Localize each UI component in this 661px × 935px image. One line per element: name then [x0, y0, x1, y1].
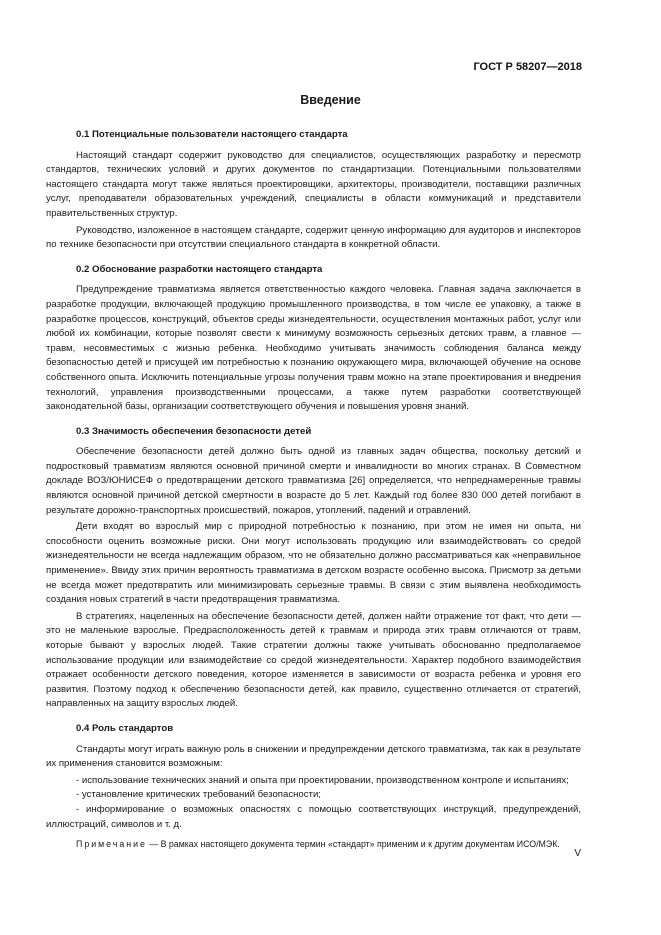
section-heading-0-3: 0.3 Значимость обеспечения безопасности детей	[76, 425, 312, 437]
section-heading-0-2: 0.2 Обоснование разработки настоящего стандарта	[76, 263, 323, 275]
paragraph: Настоящий стандарт содержит руководство для специалистов, осуществляющих разработку и пересмотр стандартов, технических условий и других документов по стандартизации. Потенциальными пользователями настоящего стандарта могут также являться проектировщики, архитекторы, производители, поставщики различных услуг, преподаватели образовательных учреждений, специалисты в области коммуникаций и представители правительственных структур.	[46, 149, 581, 219]
paragraph: Стандарты могут играть важную роль в снижении и предупреждении детского травматизма, так как в результате их применения становится возможным:	[46, 743, 581, 770]
document-code: ГОСТ Р 58207—2018	[473, 61, 582, 73]
page-number: V	[574, 848, 581, 859]
document-body	[46, 126, 581, 852]
note	[46, 838, 581, 852]
paragraph: В стратегиях, нацеленных на обеспечение безопасности детей, должен найти отражение тот факт, что дети — это не маленькие взрослые. Предрасположенность детей к травмам и природа этих травм отличаются от травм, которые бывают у взрослых людей. Такие стратегии должны также учитывать обоснованно предполагаемое использование продукции или взаимодействие со средой жизнедеятельности. Характер подобного взаимодействия отражает особенности детского поведения, которое изменяется в зависимости от возраста ребенка и уровня его развития. Поэтому подход к обеспечению безопасности детей, как правило, существенно отличается от стратегий, направленных на защиту взрослых людей.	[46, 610, 581, 710]
section-heading-0-4: 0.4 Роль стандартов	[76, 722, 174, 734]
list-item: - использование технических знаний и опыта при проектировании, производственном контроле и испытаниях;	[76, 774, 569, 786]
list-item: - установление критических требований безопасности;	[76, 789, 321, 801]
note-text: — В рамках настоящего документа термин «стандарт» применим и к другим документам ИСО/МЭК.	[146, 839, 560, 850]
paragraph: Предупреждение травматизма является ответственностью каждого человека. Главная задача заключается в разработке продукции, включающей продукцию промышленного производства, в том числе ее упаковку, а также в разработке процессов, конструкций, объектов среды жизнедеятельности, осуществления монтажных работ, услуг или любой их комбинации, которые позволят свести к минимуму возможность серьезных детских травм, а главное — травм, несовместимых с жизнью ребенка. Необходимо учитывать значимость соблюдения баланса между безопасностью детей и присущей им потребностью к познанию окружающего мира, включающей обучение на основе собственного опыта. Исключить потенциальные угрозы получения травм можно на этапе проектирования и внедрения технологий, управления производственными процессами, а также путем разработки соответствующей законодательной базы, организации соответствующего обучения и повышения уровня знаний.	[46, 284, 581, 413]
page-title: Введение	[300, 93, 361, 107]
paragraph: Дети входят во взрослый мир с природной потребностью к познанию, при этом не имея ни опыта, ни способности оценить возможные риски. Они могут использовать продукцию или взаимодействовать со средой жизнедеятельности не всегда надлежащим образом, что не обязательно должно рассматриваться как «неправильное применение». Ввиду этих причин вероятность травматизма в детском возрасте особенно высока. Присмотр за детьми не всегда может предотвратить или минимизировать серьезные травмы. В связи с этим выявлена необходимость создания новых стратегий в части предотвращения травматизма.	[46, 521, 581, 606]
paragraph: Обеспечение безопасности детей должно быть одной из главных задач общества, поскольку детский и подростковый травматизм являются основной причиной смерти и инвалидности во многих странах. В Совместном докладе ВОЗ/ЮНИСЕФ о предотвращении детского травматизма [26] определяется, что непреднамеренные травмы являются основной причиной детской смертности в возрасте до 5 лет. Каждый год более 830 000 детей погибают в результате дорожно-транспортных происшествий, пожаров, утоплений, падений и отравлений.	[46, 446, 581, 516]
list-item: - информирование о возможных опасностях с помощью соответствующих инструкций, предупреждений, иллюстраций, символов и т. д.	[46, 803, 581, 830]
paragraph: Руководство, изложенное в настоящем стандарте, содержит ценную информацию для аудиторов и инспекторов по технике безопасности при отсутствии специального стандарта в конкретной области.	[46, 224, 581, 251]
note-label: Примечание	[76, 839, 147, 850]
section-heading-0-1: 0.1 Потенциальные пользователи настоящего стандарта	[76, 129, 348, 140]
